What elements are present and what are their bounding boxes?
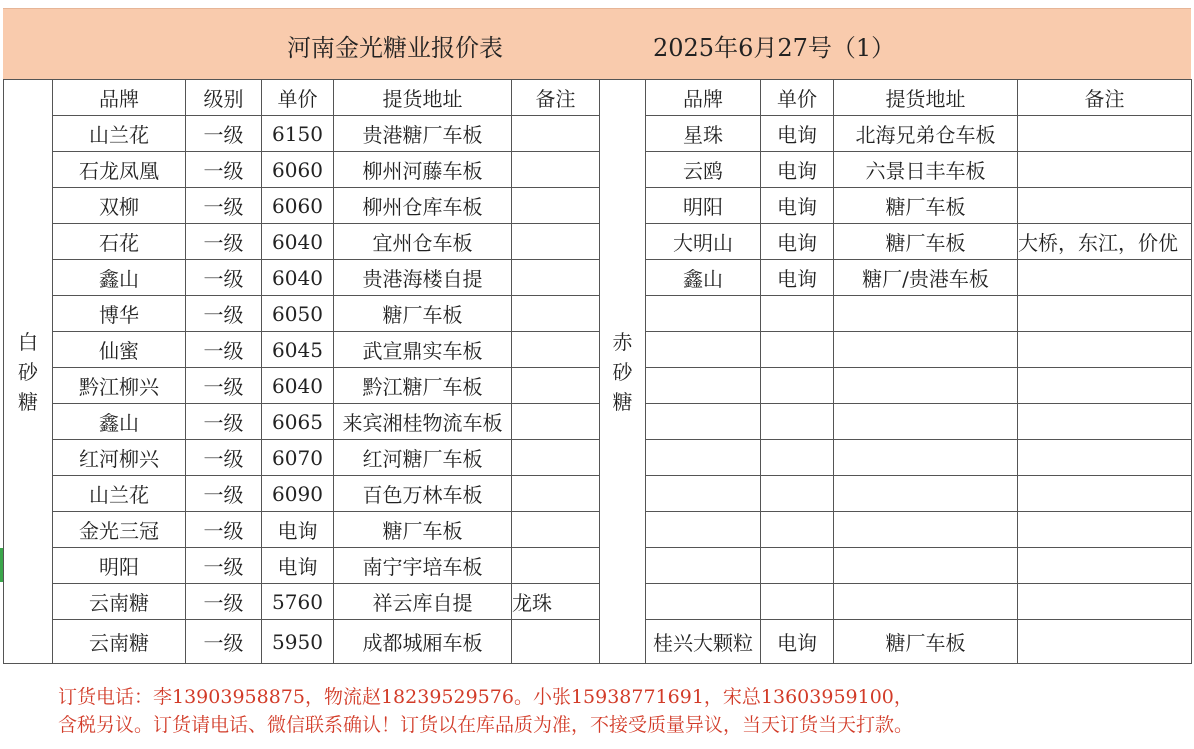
table-cell[interactable] <box>1018 260 1192 296</box>
table-cell[interactable] <box>512 260 600 296</box>
table-cell[interactable] <box>834 440 1018 476</box>
table-cell[interactable]: 糖厂车板 <box>834 620 1018 664</box>
table-row <box>600 116 1192 152</box>
table-row <box>4 512 600 548</box>
order-contact-note <box>3 664 1191 749</box>
table-cell[interactable] <box>646 476 761 512</box>
table-cell[interactable] <box>512 404 600 440</box>
table-cell[interactable] <box>512 440 600 476</box>
table-cell[interactable]: 宜州仓车板 <box>334 224 512 260</box>
table-row <box>4 368 600 404</box>
table-cell[interactable] <box>761 332 834 368</box>
table-cell[interactable]: 来宾湘桂物流车板 <box>334 404 512 440</box>
table-cell[interactable]: 5760 <box>262 584 334 620</box>
table-cell[interactable] <box>834 476 1018 512</box>
table-cell[interactable]: 一级 <box>186 584 262 620</box>
table-row <box>4 296 600 332</box>
table-cell[interactable]: 电询 <box>761 188 834 224</box>
table-cell[interactable] <box>1018 332 1192 368</box>
table-cell[interactable] <box>646 404 761 440</box>
table-cell[interactable]: 双柳 <box>53 188 186 224</box>
table-cell[interactable]: 鑫山 <box>53 404 186 440</box>
table-cell[interactable] <box>646 296 761 332</box>
table-cell[interactable] <box>646 584 761 620</box>
table-cell[interactable] <box>761 296 834 332</box>
table-cell[interactable]: 金光三冠 <box>53 512 186 548</box>
table-cell[interactable]: 一级 <box>186 224 262 260</box>
table-cell[interactable]: 6040 <box>262 368 334 404</box>
column-header: 品牌 <box>53 80 186 116</box>
table-cell[interactable]: 仙蜜 <box>53 332 186 368</box>
table-cell[interactable]: 黔江柳兴 <box>53 368 186 404</box>
table-row <box>4 620 600 664</box>
column-header: 提货地址 <box>334 80 512 116</box>
table-cell[interactable]: 糖厂车板 <box>834 188 1018 224</box>
table-cell[interactable]: 6050 <box>262 296 334 332</box>
column-header: 单价 <box>262 80 334 116</box>
white-sugar-category-label <box>4 80 53 664</box>
table-row <box>4 188 600 224</box>
table-cell[interactable] <box>1018 188 1192 224</box>
table-cell[interactable]: 云鸥 <box>646 152 761 188</box>
table-cell[interactable]: 六景日丰车板 <box>834 152 1018 188</box>
table-cell[interactable]: 电询 <box>262 512 334 548</box>
table-cell[interactable]: 6070 <box>262 440 334 476</box>
table-cell[interactable]: 武宣鼎实车板 <box>334 332 512 368</box>
table-cell[interactable] <box>512 224 600 260</box>
sheet-date: 2025年6月27号（1） <box>653 34 896 62</box>
table-row <box>4 404 600 440</box>
table-cell[interactable]: 云南糖 <box>53 620 186 664</box>
table-cell[interactable]: 成都城厢车板 <box>334 620 512 664</box>
table-cell[interactable]: 红河柳兴 <box>53 440 186 476</box>
table-cell[interactable]: 黔江糖厂车板 <box>334 368 512 404</box>
category-char: 砂 <box>18 359 38 384</box>
table-cell[interactable]: 鑫山 <box>646 260 761 296</box>
table-cell[interactable]: 桂兴大颗粒 <box>646 620 761 664</box>
sheet-title: 河南金光糖业报价表 <box>287 34 503 62</box>
table-cell[interactable] <box>834 368 1018 404</box>
table-cell[interactable]: 6040 <box>262 224 334 260</box>
table-row <box>600 620 1192 664</box>
table-cell[interactable] <box>761 476 834 512</box>
table-cell[interactable]: 一级 <box>186 260 262 296</box>
category-char: 糖 <box>612 389 633 414</box>
table-cell[interactable]: 明阳 <box>646 188 761 224</box>
column-header: 备注 <box>512 80 600 116</box>
table-cell[interactable] <box>512 476 600 512</box>
table-cell[interactable] <box>834 584 1018 620</box>
table-cell[interactable] <box>834 548 1018 584</box>
table-cell[interactable]: 北海兄弟仓车板 <box>834 116 1018 152</box>
category-char: 糖 <box>18 389 38 414</box>
column-header: 提货地址 <box>834 80 1018 116</box>
table-cell[interactable]: 电询 <box>761 152 834 188</box>
table-row <box>4 260 600 296</box>
table-cell[interactable]: 柳州仓库车板 <box>334 188 512 224</box>
table-cell[interactable]: 6060 <box>262 152 334 188</box>
table-cell[interactable]: 一级 <box>186 116 262 152</box>
sheet-header <box>3 8 1191 80</box>
table-cell[interactable]: 糖厂车板 <box>334 296 512 332</box>
table-cell[interactable] <box>834 404 1018 440</box>
table-cell[interactable]: 电询 <box>761 224 834 260</box>
table-cell[interactable]: 6060 <box>262 188 334 224</box>
table-cell[interactable] <box>1018 476 1192 512</box>
table-cell[interactable] <box>761 584 834 620</box>
table-row <box>4 584 600 620</box>
table-row <box>4 332 600 368</box>
table-cell[interactable]: 红河糖厂车板 <box>334 440 512 476</box>
table-cell[interactable] <box>512 296 600 332</box>
white-sugar-header-row <box>4 80 600 116</box>
table-cell[interactable] <box>646 512 761 548</box>
table-row <box>600 332 1192 368</box>
table-cell[interactable]: 6150 <box>262 116 334 152</box>
table-cell[interactable] <box>761 548 834 584</box>
table-cell[interactable] <box>512 620 600 664</box>
table-cell[interactable]: 一级 <box>186 368 262 404</box>
table-cell[interactable]: 百色万林车板 <box>334 476 512 512</box>
table-row <box>600 188 1192 224</box>
table-cell[interactable]: 博华 <box>53 296 186 332</box>
table-cell[interactable] <box>646 440 761 476</box>
table-cell[interactable]: 糖厂车板 <box>334 512 512 548</box>
table-cell[interactable]: 山兰花 <box>53 476 186 512</box>
row-selection-marker <box>0 548 3 582</box>
table-cell[interactable]: 一级 <box>186 152 262 188</box>
table-cell[interactable]: 6065 <box>262 404 334 440</box>
table-cell[interactable]: 一级 <box>186 476 262 512</box>
table-row <box>600 584 1192 620</box>
red-sugar-header-row <box>600 80 1192 116</box>
table-cell[interactable] <box>512 512 600 548</box>
table-cell[interactable]: 电询 <box>761 620 834 664</box>
table-cell[interactable]: 一级 <box>186 296 262 332</box>
table-row <box>4 440 600 476</box>
table-cell[interactable] <box>1018 116 1192 152</box>
table-cell[interactable] <box>761 404 834 440</box>
contact-phones: 订货电话：李13903958875，物流赵18239529576。小张15938771691，宋总13603959100， <box>58 686 913 708</box>
table-cell[interactable] <box>1018 512 1192 548</box>
red-sugar-category-label <box>600 80 646 664</box>
table-cell[interactable] <box>512 548 600 584</box>
table-row <box>600 440 1192 476</box>
table-cell[interactable] <box>761 512 834 548</box>
table-cell[interactable] <box>1018 368 1192 404</box>
table-cell[interactable] <box>512 116 600 152</box>
table-row <box>600 476 1192 512</box>
table-cell[interactable]: 大桥，东江，价优 <box>1018 224 1192 260</box>
column-header: 级别 <box>186 80 262 116</box>
table-cell[interactable] <box>834 332 1018 368</box>
category-char: 白 <box>18 329 38 354</box>
table-cell[interactable]: 电询 <box>761 260 834 296</box>
table-cell[interactable]: 6040 <box>262 260 334 296</box>
table-cell[interactable]: 一级 <box>186 188 262 224</box>
column-header: 备注 <box>1018 80 1192 116</box>
category-char: 砂 <box>612 359 633 384</box>
table-row <box>4 476 600 512</box>
column-header: 单价 <box>761 80 834 116</box>
table-row <box>600 368 1192 404</box>
table-cell[interactable]: 大明山 <box>646 224 761 260</box>
table-cell[interactable] <box>646 332 761 368</box>
table-cell[interactable]: 6090 <box>262 476 334 512</box>
table-cell[interactable]: 糖厂车板 <box>834 224 1018 260</box>
table-cell[interactable]: 电询 <box>761 116 834 152</box>
table-cell[interactable]: 一级 <box>186 332 262 368</box>
table-cell[interactable] <box>1018 440 1192 476</box>
table-cell[interactable] <box>1018 584 1192 620</box>
table-cell[interactable] <box>646 548 761 584</box>
white-sugar-table <box>3 79 600 664</box>
table-cell[interactable]: 6045 <box>262 332 334 368</box>
table-cell[interactable]: 贵港海楼自提 <box>334 260 512 296</box>
table-row <box>600 260 1192 296</box>
table-cell[interactable] <box>1018 620 1192 664</box>
table-cell[interactable]: 一级 <box>186 404 262 440</box>
red-sugar-table <box>599 79 1192 664</box>
table-cell[interactable]: 龙珠 <box>512 584 600 620</box>
table-cell[interactable] <box>512 152 600 188</box>
table-cell[interactable] <box>1018 548 1192 584</box>
table-cell[interactable]: 祥云库自提 <box>334 584 512 620</box>
table-cell[interactable]: 一级 <box>186 512 262 548</box>
table-row <box>4 548 600 584</box>
table-cell[interactable]: 5950 <box>262 620 334 664</box>
table-row <box>4 224 600 260</box>
table-cell[interactable]: 糖厂/贵港车板 <box>834 260 1018 296</box>
table-cell[interactable]: 石龙凤凰 <box>53 152 186 188</box>
order-terms: 含税另议。订货请电话、微信联系确认！订货以在库品质为准，不接受质量异议，当天订货当天打款。 <box>58 714 914 736</box>
table-cell[interactable]: 石花 <box>53 224 186 260</box>
table-cell[interactable] <box>761 368 834 404</box>
table-row <box>4 116 600 152</box>
table-row <box>4 152 600 188</box>
table-row <box>600 548 1192 584</box>
category-char: 赤 <box>612 329 633 354</box>
table-row <box>600 224 1192 260</box>
table-cell[interactable]: 电询 <box>262 548 334 584</box>
table-cell[interactable]: 柳州河藤车板 <box>334 152 512 188</box>
table-cell[interactable] <box>646 368 761 404</box>
table-cell[interactable] <box>761 440 834 476</box>
table-cell[interactable]: 贵港糖厂车板 <box>334 116 512 152</box>
table-cell[interactable] <box>1018 152 1192 188</box>
table-row <box>600 404 1192 440</box>
table-cell[interactable]: 云南糖 <box>53 584 186 620</box>
table-cell[interactable] <box>834 512 1018 548</box>
table-cell[interactable] <box>1018 296 1192 332</box>
table-row <box>600 296 1192 332</box>
table-cell[interactable]: 一级 <box>186 440 262 476</box>
table-cell[interactable]: 山兰花 <box>53 116 186 152</box>
table-cell[interactable]: 南宁宇培车板 <box>334 548 512 584</box>
table-cell[interactable]: 明阳 <box>53 548 186 584</box>
column-header: 品牌 <box>646 80 761 116</box>
table-row <box>600 512 1192 548</box>
table-cell[interactable]: 一级 <box>186 548 262 584</box>
table-cell[interactable]: 星珠 <box>646 116 761 152</box>
table-cell[interactable]: 一级 <box>186 620 262 664</box>
table-row <box>600 152 1192 188</box>
table-cell[interactable] <box>512 188 600 224</box>
table-cell[interactable] <box>512 368 600 404</box>
table-cell[interactable]: 鑫山 <box>53 260 186 296</box>
table-cell[interactable] <box>1018 404 1192 440</box>
table-cell[interactable] <box>834 296 1018 332</box>
table-cell[interactable] <box>512 332 600 368</box>
